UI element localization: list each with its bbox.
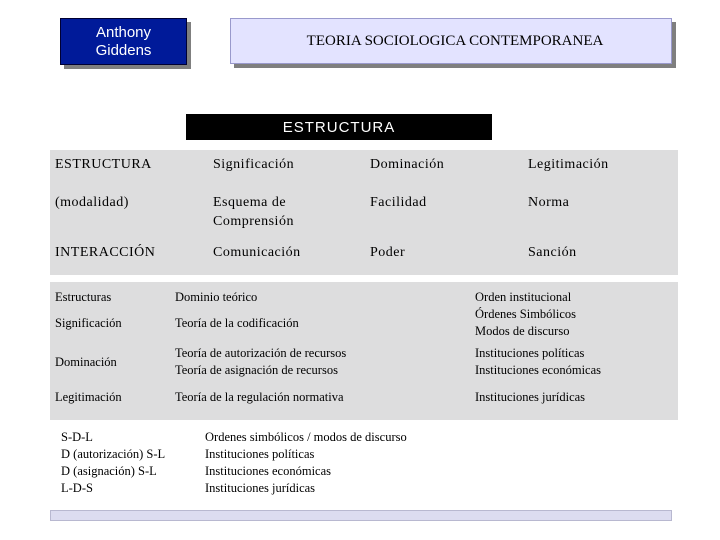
interaction-cell: Poder [370, 245, 406, 260]
slide-title: TEORIA SOCIOLOGICA CONTEMPORANEA [306, 32, 604, 49]
structure-cell: Legitimación [528, 157, 609, 172]
column-header-estructuras: Estructuras [55, 290, 112, 304]
column-header-orden: Orden institucional [475, 290, 572, 304]
structure-row-label: ESTRUCTURA [55, 157, 152, 172]
table-row-label: Dominación [55, 355, 117, 369]
modality-cell: Norma [528, 195, 570, 210]
author-first-name: Anthony [95, 23, 152, 41]
author-box [60, 18, 187, 65]
interaction-row-label: INTERACCIÓN [55, 245, 156, 260]
table-cell: Teoría de autorización de recursos [175, 346, 347, 360]
table-cell: Modos de discurso [475, 324, 570, 338]
summary-order: Instituciones económicas [205, 464, 332, 478]
summary-order: Ordenes simbólicos / modos de discurso [205, 430, 407, 444]
interaction-cell: Comunicación [213, 245, 301, 260]
table-cell: Órdenes Simbólicos [475, 307, 577, 321]
table-cell: Teoría de la codificación [175, 316, 299, 330]
summary-code: D (autorización) S-L [61, 447, 166, 461]
slide-title-box [230, 18, 672, 64]
modality-cell: Facilidad [370, 195, 427, 210]
table-row-label: Significación [55, 316, 122, 330]
structure-cell: Significación [213, 157, 295, 172]
table-cell: Teoría de asignación de recursos [175, 363, 338, 377]
summary-order: Instituciones políticas [205, 447, 315, 461]
structure-cell: Dominación [370, 157, 445, 172]
interaction-cell: Sanción [528, 245, 577, 260]
table-row-label: Legitimación [55, 390, 122, 404]
modality-row-label: (modalidad) [55, 195, 129, 210]
column-header-dominio: Dominio teórico [175, 290, 258, 304]
section-title-bar [186, 114, 492, 140]
section-title: ESTRUCTURA [282, 118, 396, 136]
table-cell: Instituciones jurídicas [475, 390, 586, 404]
summary-code: L-D-S [61, 481, 93, 495]
summary-code: D (asignación) S-L [61, 464, 157, 478]
table-cell: Instituciones políticas [475, 346, 585, 360]
author-last-name: Giddens [95, 41, 152, 59]
footer-bar [50, 510, 672, 521]
modality-cell: Esquema de Comprensión [213, 195, 294, 229]
table-cell: Instituciones económicas [475, 363, 602, 377]
table-cell: Teoría de la regulación normativa [175, 390, 344, 404]
summary-order: Instituciones jurídicas [205, 481, 316, 495]
summary-code: S-D-L [61, 430, 93, 444]
